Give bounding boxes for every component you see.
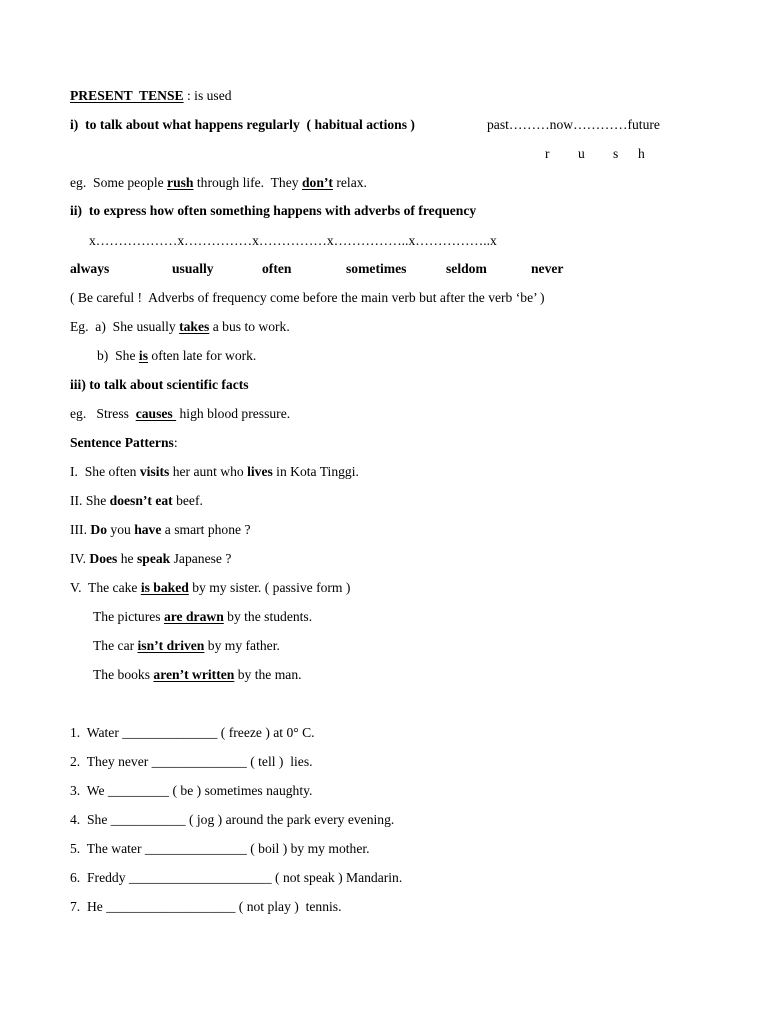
pattern-text: you bbox=[107, 522, 135, 537]
careful-note: ( Be careful ! Adverbs of frequency come before the main verb but after the verb ‘be’ ) bbox=[70, 290, 545, 305]
adverb-never: never bbox=[531, 261, 564, 276]
example-verb: takes bbox=[179, 319, 210, 334]
example-2a bbox=[70, 319, 290, 335]
example-text: Eg. a) She usually bbox=[70, 319, 180, 334]
pattern-text: V. The cake bbox=[70, 580, 141, 595]
exercise-4: 4. She ___________ ( jog ) around the park every evening. bbox=[70, 812, 395, 827]
pattern-2 bbox=[70, 493, 203, 509]
pattern-text: by the man. bbox=[234, 667, 302, 682]
example-verb: rush bbox=[167, 175, 194, 190]
pattern-verb: have bbox=[134, 522, 162, 537]
example-text: through life. They bbox=[193, 175, 302, 190]
pattern-text: Japanese ? bbox=[170, 551, 232, 566]
adverb-seldom: seldom bbox=[446, 261, 487, 276]
pattern-text: The pictures bbox=[93, 609, 164, 624]
timeline-letter-s: s bbox=[613, 146, 619, 161]
use-3-label: iii) to talk about scientific facts bbox=[70, 377, 249, 392]
exercise-3: 3. We _________ ( be ) sometimes naughty. bbox=[70, 783, 313, 798]
exercise-1: 1. Water ______________ ( freeze ) at 0° C. bbox=[70, 725, 315, 740]
pattern-verb: lives bbox=[247, 464, 273, 479]
pattern-5 bbox=[70, 580, 350, 596]
pattern-text: beef. bbox=[172, 493, 203, 508]
use-2-label: ii) to express how often something happens with adverbs of frequency bbox=[70, 203, 477, 218]
pattern-text: in Kota Tinggi. bbox=[272, 464, 359, 479]
adverb-often: often bbox=[262, 261, 292, 276]
pattern-text: The books bbox=[93, 667, 154, 682]
pattern-text: he bbox=[117, 551, 137, 566]
pattern-text: II. She bbox=[70, 493, 110, 508]
example-verb: don’t bbox=[301, 175, 333, 190]
exercise-7: 7. He ___________________ ( not play ) tennis. bbox=[70, 899, 342, 914]
pattern-text: The car bbox=[93, 638, 138, 653]
adverb-always: always bbox=[70, 261, 110, 276]
patterns-heading bbox=[70, 435, 178, 451]
pattern-text: III. bbox=[70, 522, 91, 537]
example-text: high blood pressure. bbox=[176, 406, 291, 421]
section-heading bbox=[70, 88, 232, 104]
example-text: eg. Stress bbox=[70, 406, 136, 421]
frequency-scale: x………………x……………x……………x……………..x……………..x bbox=[89, 233, 497, 248]
pattern-verb: is baked bbox=[140, 580, 189, 595]
heading-title: PRESENT TENSE bbox=[70, 88, 184, 103]
pattern-text: her aunt who bbox=[169, 464, 248, 479]
pattern-4 bbox=[70, 551, 231, 567]
pattern-verb: visits bbox=[139, 464, 170, 479]
exercise-5: 5. The water _______________ ( boil ) by my mother. bbox=[70, 841, 370, 856]
timeline-letter-r: r bbox=[545, 146, 550, 161]
example-verb: causes bbox=[135, 406, 177, 421]
pattern-verb: aren’t written bbox=[153, 667, 235, 682]
adverb-sometimes: sometimes bbox=[346, 261, 407, 276]
patterns-heading-colon: : bbox=[173, 435, 178, 450]
pattern-text: a smart phone ? bbox=[161, 522, 251, 537]
pattern-1 bbox=[70, 464, 359, 480]
pattern-8 bbox=[93, 667, 302, 683]
example-3 bbox=[70, 406, 290, 422]
exercise-2: 2. They never ______________ ( tell ) lies. bbox=[70, 754, 313, 769]
pattern-verb: speak bbox=[136, 551, 171, 566]
example-text: b) She bbox=[97, 348, 139, 363]
use-1-label: i) to talk about what happens regularly ( habitual actions ) bbox=[70, 117, 415, 132]
pattern-verb: are drawn bbox=[163, 609, 224, 624]
example-text: relax. bbox=[332, 175, 367, 190]
pattern-text: I. She often bbox=[70, 464, 140, 479]
adverb-usually: usually bbox=[172, 261, 214, 276]
exercise-6: 6. Freddy _____________________ ( not speak ) Mandarin. bbox=[70, 870, 403, 885]
timeline-letter-u: u bbox=[578, 146, 585, 161]
pattern-text: by my sister. ( passive form ) bbox=[188, 580, 351, 595]
pattern-verb: Does bbox=[89, 551, 118, 566]
pattern-verb: isn’t driven bbox=[137, 638, 205, 653]
pattern-text: by my father. bbox=[204, 638, 280, 653]
heading-rest: : is used bbox=[183, 88, 232, 103]
example-verb: is bbox=[138, 348, 148, 363]
example-text: often late for work. bbox=[148, 348, 257, 363]
pattern-verb: doesn’t eat bbox=[109, 493, 173, 508]
pattern-6 bbox=[93, 609, 312, 625]
timeline-letter-h: h bbox=[638, 146, 645, 161]
pattern-verb: Do bbox=[90, 522, 108, 537]
pattern-7 bbox=[93, 638, 280, 654]
example-text: a bus to work. bbox=[209, 319, 290, 334]
timeline: past………now…………future bbox=[487, 117, 660, 132]
example-text: eg. Some people bbox=[70, 175, 168, 190]
pattern-text: by the students. bbox=[223, 609, 313, 624]
example-2b bbox=[97, 348, 256, 364]
patterns-heading-text: Sentence Patterns bbox=[70, 435, 174, 450]
pattern-3 bbox=[70, 522, 250, 538]
example-1 bbox=[70, 175, 367, 191]
pattern-text: IV. bbox=[70, 551, 90, 566]
